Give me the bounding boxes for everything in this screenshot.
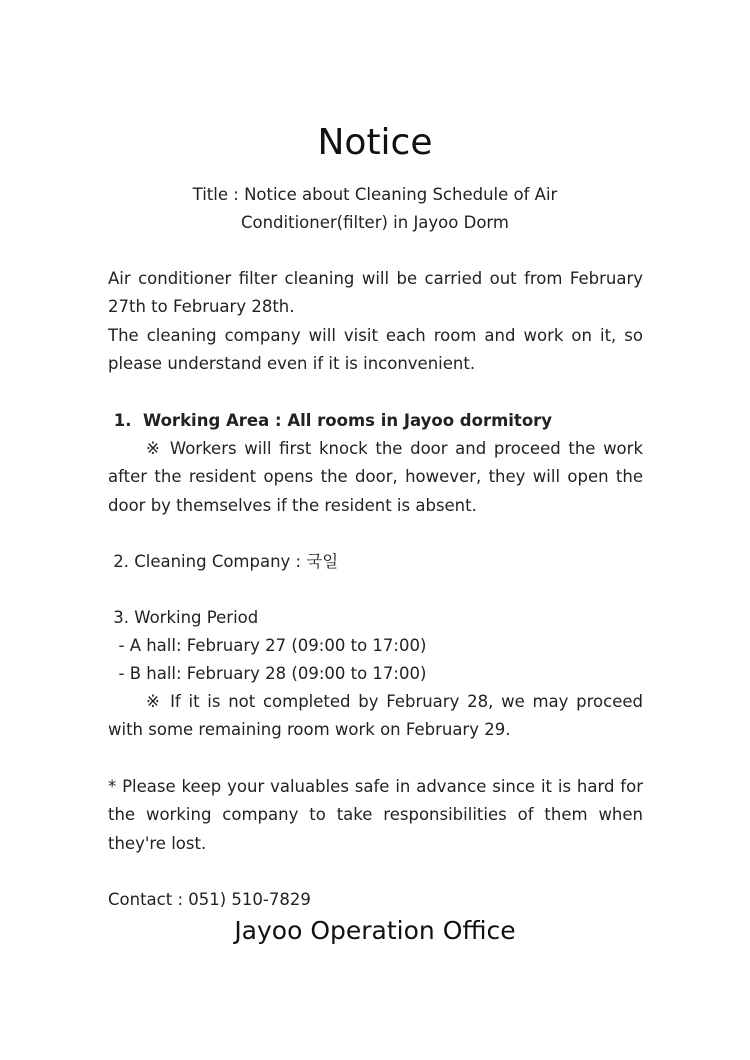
operation-office-signature: Jayoo Operation Office: [234, 916, 516, 945]
working-period-note: ※ If it is not completed by February 28, we may proceed with some remaining room work on February 29.: [108, 692, 643, 740]
notice-title-line-2: Conditioner(filter) in Jayoo Dorm: [240, 213, 509, 233]
working-area-heading: 1. Working Area : All rooms in Jayoo dormitory: [108, 411, 553, 430]
working-period-heading: 3. Working Period: [108, 608, 259, 627]
intro-paragraph-2: The cleaning company will visit each room and work on it, so please understand even if it is inconvenient.: [108, 326, 643, 374]
contact-line: Contact : 051) 510-7829: [108, 890, 311, 909]
cleaning-company: 2. Cleaning Company : 국일: [108, 552, 339, 571]
working-area-note: ※ Workers will first knock the door and proceed the work after the resident opens the door, however, they will open the door by themselves if the resident is absent.: [108, 439, 643, 515]
a-hall-schedule: - A hall: February 27 (09:00 to 17:00): [108, 636, 427, 655]
b-hall-schedule: - B hall: February 28 (09:00 to 17:00): [108, 664, 427, 683]
notice-title: [150, 181, 600, 238]
notice-heading: Notice: [317, 122, 433, 163]
valuables-note: * Please keep your valuables safe in advance since it is hard for the working company to take responsibilities of them when they're lost.: [108, 777, 643, 853]
intro-paragraph-1: Air conditioner filter cleaning will be carried out from February 27th to February 28th.: [108, 269, 643, 317]
notice-title-line-1: Title : Notice about Cleaning Schedule of Air: [192, 185, 558, 204]
